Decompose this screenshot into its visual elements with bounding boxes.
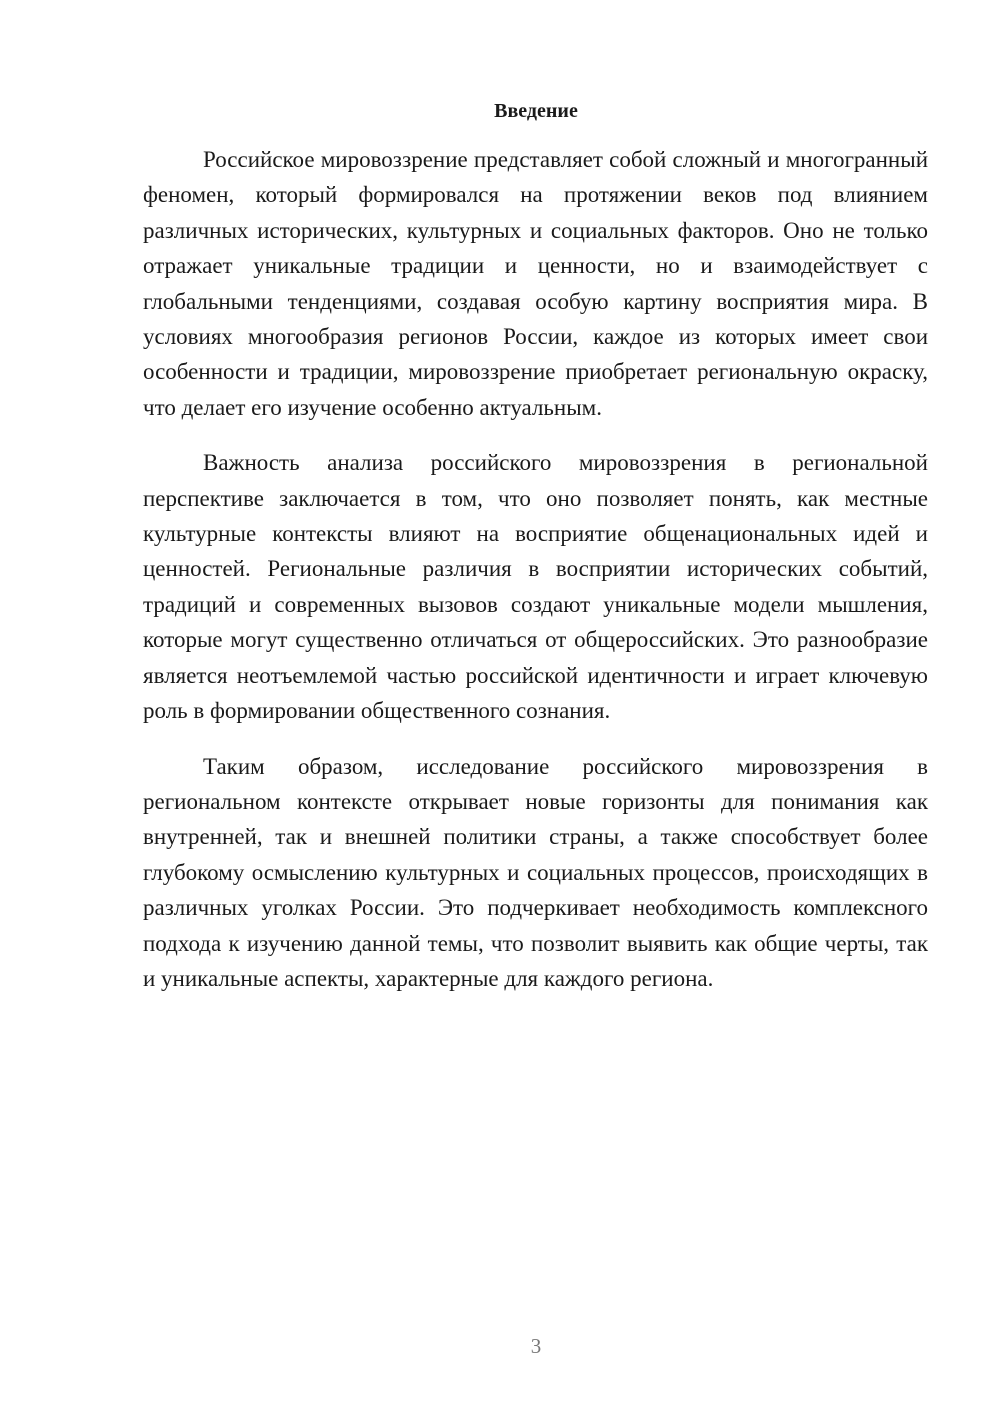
page-number: 3 — [530, 1334, 542, 1358]
page-title: Введение — [494, 100, 578, 122]
document-body — [143, 142, 928, 1016]
paragraph-3: Таким образом, исследование российского мировоззрения в региональном контексте открывает новые горизонты для понимания как внутренней, так и внешней политики страны, а также способствует более глубокому осмыслению культурных и социальных процессов, происходящих в различных уголках России. Это подчеркивает необходимость комплексного подхода к изучению данной темы, что позволит выявить как общие черты, так и уникальные аспекты, характерные для каждого региона. — [143, 753, 928, 991]
paragraph-2: Важность анализа российского мировоззрения в региональной перспективе заключается в том, что оно позволяет понять, как местные культурные контексты влияют на восприятие общенациональных идей и ценностей. Региональные различия в восприятии исторических событий, традиций и современных вызовов создают уникальные модели мышления, которые могут существенно отличаться от общероссийских. Это разнообразие является неотъемлемой частью российской идентичности и играет ключевую роль в формировании общественного сознания. — [143, 450, 928, 724]
paragraph-1: Российское мировоззрение представляет собой сложный и многогранный феномен, который формировался на протяжении веков под влиянием различных исторических, культурных и социальных факторов. Оно не только отражает уникальные традиции и ценности, но и взаимодействует с глобальными тенденциями, создавая особую картину восприятия мира. В условиях многообразия регионов России, каждое из которых имеет свои особенности и традиции, мировоззрение приобретает региональную окраску, что делает его изучение особенно актуальным. — [143, 147, 928, 420]
